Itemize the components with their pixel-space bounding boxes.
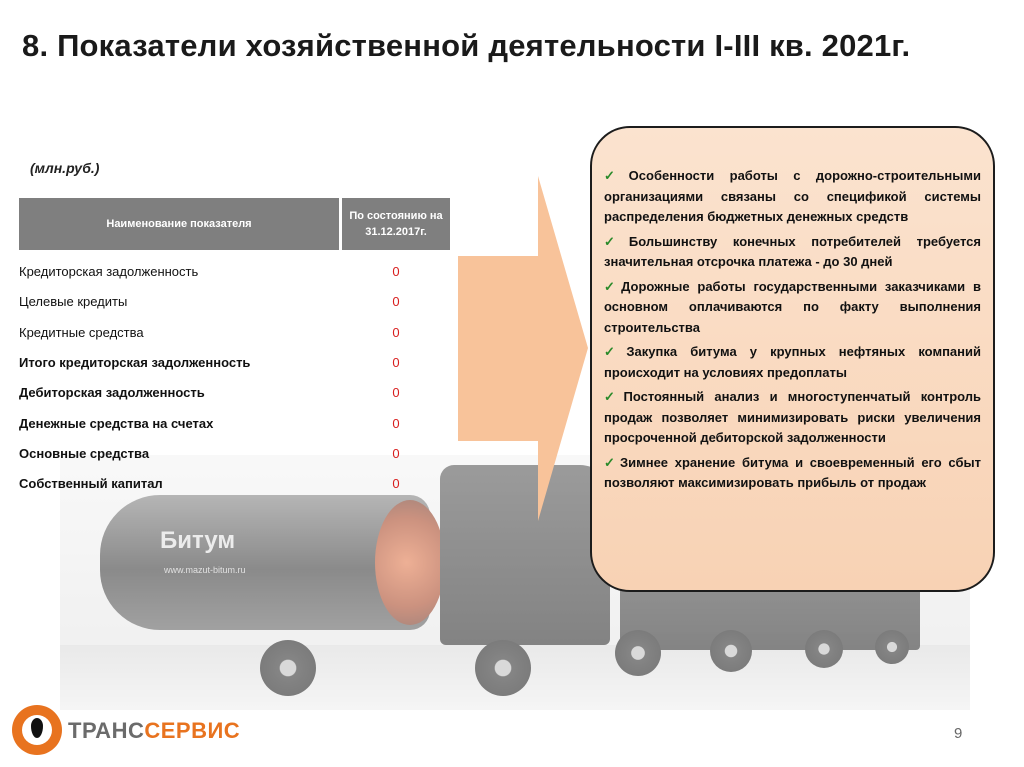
row-label: Денежные средства на счетах [19,415,214,431]
row-label: Собственный капитал [19,476,163,492]
tank-url: www.mazut-bitum.ru [164,565,246,575]
row-value: 0 [392,385,400,401]
logo-text [68,718,240,744]
note-item [604,387,981,449]
wheel [805,630,843,668]
table-row [19,469,450,499]
checkmark-icon: ✓ [604,454,618,470]
arrow-right-icon [458,176,588,521]
arrow-shape [458,176,588,521]
table-row [19,287,450,317]
checkmark-icon: ✓ [604,389,622,404]
table-row [19,409,450,439]
row-value: 0 [392,415,400,431]
table-header-date: По состоянию на 31.12.2017г. [342,198,450,250]
note-text: Дорожные работы государственными заказчиками в основном оплачиваются по факту выполнения строительства [604,278,981,335]
note-item [604,453,981,494]
checkmark-icon: ✓ [604,233,627,249]
wheel [615,630,661,676]
wheel [710,630,752,672]
row-label: Кредиторская задолженность [19,264,199,279]
note-text: Большинству конечных потребителей требуется значительная отсрочка платежа - до 30 дней [604,233,981,269]
unit-label: (млн.руб.) [30,160,100,176]
note-item [604,166,981,228]
row-label: Итого кредиторская задолженность [19,354,251,370]
table-row [19,439,450,469]
notes-list [604,166,981,494]
table-row [19,318,450,348]
row-value: 0 [392,324,400,340]
table-header-name: Наименование показателя [19,198,339,250]
note-text: Постоянный анализ и многоступенчатый контроль продаж позволяет минимизировать риски увеличения просроченной дебиторской задолженности [604,389,981,445]
note-text: Зимнее хранение битума и своевременный его сбыт позволяют максимизировать прибыль от продаж [604,454,981,490]
note-item [604,232,981,273]
company-logo [12,705,252,755]
row-label: Дебиторская задолженность [19,385,205,401]
wheel [475,640,531,696]
tank-label: Битум [160,527,236,554]
row-label: Целевые кредиты [19,294,128,310]
table-row [19,257,450,287]
checkmark-icon: ✓ [604,168,627,183]
logo-text-main: ТРАНС [68,718,145,743]
table-row [19,348,450,378]
checkmark-icon: ✓ [604,344,625,359]
wheel [260,640,316,696]
slide-title: 8. Показатели хозяйственной деятельности I-III кв. 2021г. [22,28,911,63]
wheel [875,630,909,664]
note-item [604,342,981,383]
row-value: 0 [392,445,400,461]
row-value: 0 [392,476,400,492]
row-value: 0 [392,294,400,310]
table-row [19,378,450,408]
notes-callout [590,126,995,592]
note-text: Особенности работы с дорожно-строительными организациями связаны со спецификой системы распределения бюджетных денежных средств [604,168,981,224]
row-value: 0 [392,264,400,279]
logo-text-accent: СЕРВИС [144,718,241,743]
tank-end-cap [375,500,445,625]
checkmark-icon: ✓ [604,278,620,294]
row-label: Основные средства [19,445,150,461]
row-value: 0 [392,354,400,370]
row-label: Кредитные средства [19,324,144,340]
note-text: Закупка битума у крупных нефтяных компаний происходит на условиях предоплаты [604,344,981,380]
page-number: 9 [954,725,963,742]
note-item [604,277,981,339]
